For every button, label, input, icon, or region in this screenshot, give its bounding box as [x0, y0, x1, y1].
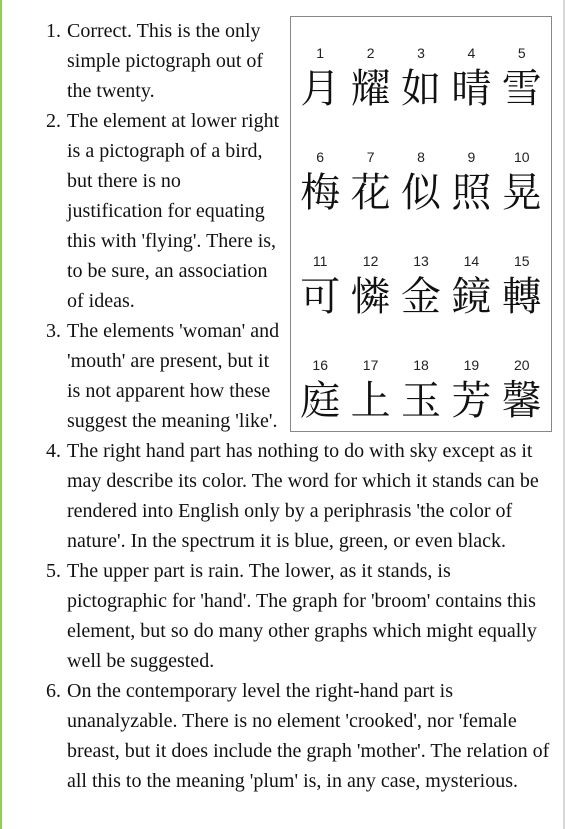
character-glyph: 上 — [350, 378, 391, 424]
character-number: 7 — [366, 149, 375, 165]
character-number: 4 — [467, 45, 476, 61]
answer-number: 4. — [46, 440, 61, 462]
character-glyph: 可 — [300, 274, 341, 320]
character-number: 5 — [517, 45, 526, 61]
character-glyph: 金 — [400, 274, 441, 320]
character-number: 10 — [514, 149, 530, 165]
answer-item — [0, 436, 565, 556]
character-number: 18 — [413, 357, 429, 373]
character-number: 14 — [463, 253, 480, 269]
character-glyph: 鏡 — [451, 274, 492, 320]
character-glyph: 晴 — [451, 66, 492, 112]
character-glyph: 晃 — [501, 170, 542, 216]
answer-number: 6. — [46, 680, 61, 702]
character-number: 17 — [362, 357, 379, 373]
character-glyph: 照 — [451, 170, 492, 216]
character-glyph: 雪 — [501, 66, 542, 112]
answer-number: 1. — [46, 20, 61, 42]
character-glyph: 馨 — [501, 378, 542, 424]
character-number: 13 — [413, 253, 429, 269]
answer-item — [0, 316, 565, 436]
character-number: 15 — [514, 253, 530, 269]
answer-item — [0, 106, 565, 316]
character-glyph: 如 — [400, 66, 441, 112]
answer-text: Correct. This is the only simple pictograph out of the twenty. — [67, 20, 264, 102]
character-number: 12 — [362, 253, 379, 269]
character-number: 3 — [417, 45, 425, 61]
answer-item — [0, 676, 565, 796]
answer-item — [0, 16, 565, 106]
document-body — [0, 16, 565, 796]
answer-number: 2. — [46, 110, 61, 132]
character-glyph: 梅 — [300, 170, 341, 216]
character-number: 6 — [316, 149, 325, 165]
answer-number: 3. — [46, 320, 61, 342]
answer-list — [0, 16, 565, 796]
character-number: 2 — [366, 45, 375, 61]
character-number: 8 — [417, 149, 425, 165]
answer-text: The right hand part has nothing to do with sky except as it may describe its color. The word for which it stands can be rendered into English only by a periphrasis 'the color of nature'. In the spectrum it is blue, green, or even black. — [67, 440, 539, 552]
character-glyph: 耀 — [350, 66, 391, 112]
answer-number: 5. — [46, 560, 61, 582]
character-number: 20 — [514, 357, 530, 373]
answer-text: The upper part is rain. The lower, as it stands, is pictographic for 'hand'. The graph for 'broom' contains this element, but so do many other graphs which might equally well be suggested. — [67, 560, 537, 672]
answer-text: The element at lower right is a pictograph of a bird, but there is no justification for equating this with 'flying'. There is, to be sure, an association of ideas. — [67, 110, 280, 312]
character-glyph: 似 — [400, 170, 441, 216]
character-glyph: 月 — [300, 66, 341, 112]
character-number: 1 — [316, 45, 325, 61]
character-glyph: 庭 — [300, 378, 341, 424]
character-glyph: 憐 — [350, 274, 391, 320]
answer-item — [0, 556, 565, 676]
character-glyph: 玉 — [400, 378, 441, 424]
character-number: 11 — [312, 253, 328, 269]
character-glyph: 花 — [350, 170, 391, 216]
answer-text: The elements 'woman' and 'mouth' are present, but it is not apparent how these suggest the meaning 'like'. — [67, 320, 280, 432]
character-glyph: 芳 — [451, 378, 492, 424]
character-number: 19 — [463, 357, 480, 373]
answer-text: On the contemporary level the right-hand part is unanalyzable. There is no element 'crooked', nor 'female breast, but it does include the graph 'mother'. The relation of all this to the meaning 'plum' is, in any case, mysterious. — [67, 680, 550, 792]
character-glyph: 轉 — [501, 274, 542, 320]
character-number: 9 — [467, 149, 476, 165]
character-number: 16 — [312, 357, 328, 373]
